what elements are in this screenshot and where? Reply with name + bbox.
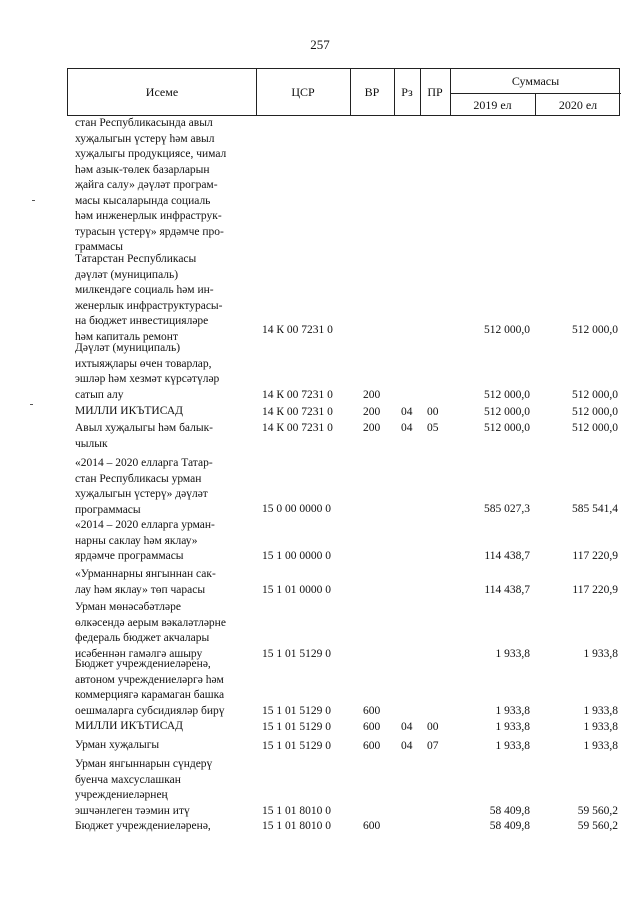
row-sum-2020: 1 933,8 (583, 739, 618, 752)
row-vr: 200 (363, 388, 381, 401)
row-sum-2020: 117 220,9 (572, 583, 618, 596)
row-name: «2014 – 2020 елларга Татар- стан Республикасы урман хуҗалыгын үстерү» дәүләт программасы (75, 457, 213, 516)
row-csr: 15 1 01 8010 0 (262, 820, 331, 832)
row-sum-2019: 512 000,0 (484, 422, 530, 434)
row-rz: 04 (401, 720, 413, 733)
table-row (0, 600, 640, 662)
row-vr: 200 (363, 405, 381, 418)
row-divider (450, 93, 621, 94)
row-name: Бюджет учреждениеләренә, (75, 820, 211, 832)
row-sum-2019: 114 438,7 (484, 549, 530, 562)
row-name: МИЛЛИ ИКЪТИСАД (75, 405, 183, 417)
table-row (0, 421, 640, 452)
row-name: Авыл хуҗалыгы һәм балык- чылык (75, 422, 214, 450)
row-sum-2019: 114 438,7 (484, 583, 530, 596)
row-sum-2020: 117 220,9 (572, 549, 618, 562)
row-name: стан Республикасында авыл хуҗалыгын үстерү һәм авыл хуҗалыгы продукциясе, чимал һәм азык-төлек базарларын җайга салу» дәүләт програм- масы кысаларында социаль һәм инженерлык инфраструк- турасын үстерү» ярдәмче про- граммасы (75, 117, 227, 253)
header-rz: Рз (401, 85, 413, 99)
row-sum-2020: 1 933,8 (583, 647, 618, 660)
row-sum-2020: 1 933,8 (583, 720, 618, 733)
header-sums: Суммасы (511, 74, 560, 88)
row-pr: 00 (427, 405, 439, 418)
row-sum-2020: 512 000,0 (572, 323, 618, 336)
row-vr: 600 (363, 820, 381, 832)
page-number: 257 (310, 37, 330, 52)
row-sum-2019: 512 000,0 (484, 405, 530, 418)
table-row (0, 738, 640, 754)
row-sum-2019: 1 933,8 (495, 647, 530, 660)
row-name: «2014 – 2020 елларга урман- нарны саклау һәм яклау» ярдәмче программасы (75, 519, 215, 562)
table-row (0, 404, 640, 420)
table-row (0, 252, 640, 343)
row-name: Урман хуҗалыгы (75, 739, 160, 751)
row-csr: 15 1 01 5129 0 (262, 720, 331, 733)
row-csr: 14 К 00 7231 0 (262, 323, 333, 336)
row-name: Бюджет учреждениеләренә, автоном учреждениеләргә һәм коммерциягә карамаган башка оешмаларга субсидияләр бирү (75, 658, 225, 717)
row-sum-2019: 1 933,8 (495, 704, 530, 717)
table-row (0, 116, 640, 253)
row-sum-2019: 512 000,0 (484, 323, 530, 336)
row-csr: 15 1 01 5129 0 (262, 739, 331, 752)
row-vr: 600 (363, 704, 381, 717)
row-name: Татарстан Республикасы дәүләт (муниципаль) милкендәге социаль һәм ин- женерлык инфраструктурасы- на бюджет инвестицияләре һәм капиталь ремонт (75, 253, 223, 343)
table-row (0, 757, 640, 819)
row-name: Дәүләт (муниципаль) ихтыяҗлары өчен товарлар, эшләр һәм хезмәт күрсәтүләр сатып алу (75, 342, 220, 401)
row-sum-2020: 59 560,2 (577, 820, 618, 832)
row-vr: 200 (363, 422, 381, 434)
table-row (0, 518, 640, 564)
row-csr: 14 К 00 7231 0 (262, 422, 333, 434)
header-csr: ЦСР (291, 85, 315, 99)
row-sum-2019: 58 409,8 (489, 804, 530, 817)
row-pr: 07 (427, 739, 439, 752)
row-sum-2020: 1 933,8 (583, 704, 618, 717)
row-name: Урман янгыннарын сүндерү буенча махсуслашкан учреждениеләрнең эшчәнлеген тәэмин итү (75, 758, 213, 817)
header-year-2019: 2019 ел (473, 98, 512, 112)
row-csr: 15 1 01 8010 0 (262, 804, 331, 817)
row-vr: 600 (363, 739, 381, 752)
header-year-2020: 2020 ел (558, 98, 598, 112)
table-row (0, 657, 640, 719)
row-sum-2019: 585 027,3 (484, 502, 530, 515)
row-sum-2020: 512 000,0 (572, 422, 618, 434)
row-name: Урман мөнәсәбәтләре өлкәсендә аерым вәкаләтләрне федераль бюджет акчалары исәбеннән гамәлгә ашыру (75, 601, 226, 660)
header-name: Исеме (145, 85, 179, 99)
row-csr: 15 0 00 0000 0 (262, 502, 331, 515)
row-rz: 04 (401, 405, 413, 418)
row-sum-2019: 1 933,8 (495, 739, 530, 752)
row-csr: 14 К 00 7231 0 (262, 405, 333, 418)
table-header (67, 68, 620, 116)
table-row (0, 719, 640, 735)
table-row (0, 341, 640, 403)
row-sum-2020: 585 541,4 (572, 502, 618, 515)
row-csr: 15 1 01 5129 0 (262, 647, 331, 660)
row-csr: 14 К 00 7231 0 (262, 388, 333, 401)
header-vr: ВР (364, 85, 380, 99)
row-sum-2019: 1 933,8 (495, 720, 530, 733)
row-sum-2020: 512 000,0 (572, 405, 618, 418)
row-rz: 04 (401, 739, 413, 752)
row-vr: 600 (363, 720, 381, 733)
row-name: МИЛЛИ ИКЪТИСАД (75, 720, 183, 732)
table-row (0, 567, 640, 598)
row-pr: 05 (427, 422, 439, 434)
row-sum-2019: 58 409,8 (489, 820, 530, 832)
header-pr: ПР (427, 85, 443, 99)
row-csr: 15 1 00 0000 0 (262, 549, 331, 562)
row-sum-2020: 512 000,0 (572, 388, 618, 401)
row-pr: 00 (427, 720, 439, 733)
row-sum-2020: 59 560,2 (577, 804, 618, 817)
table-row (0, 819, 640, 835)
table-row (0, 456, 640, 517)
row-name: «Урманнарны янгыннан сак- лау һәм яклау» төп чарасы (75, 568, 216, 596)
row-csr: 15 1 01 0000 0 (262, 583, 331, 596)
row-csr: 15 1 01 5129 0 (262, 704, 331, 717)
row-rz: 04 (401, 422, 413, 434)
row-sum-2019: 512 000,0 (484, 388, 530, 401)
